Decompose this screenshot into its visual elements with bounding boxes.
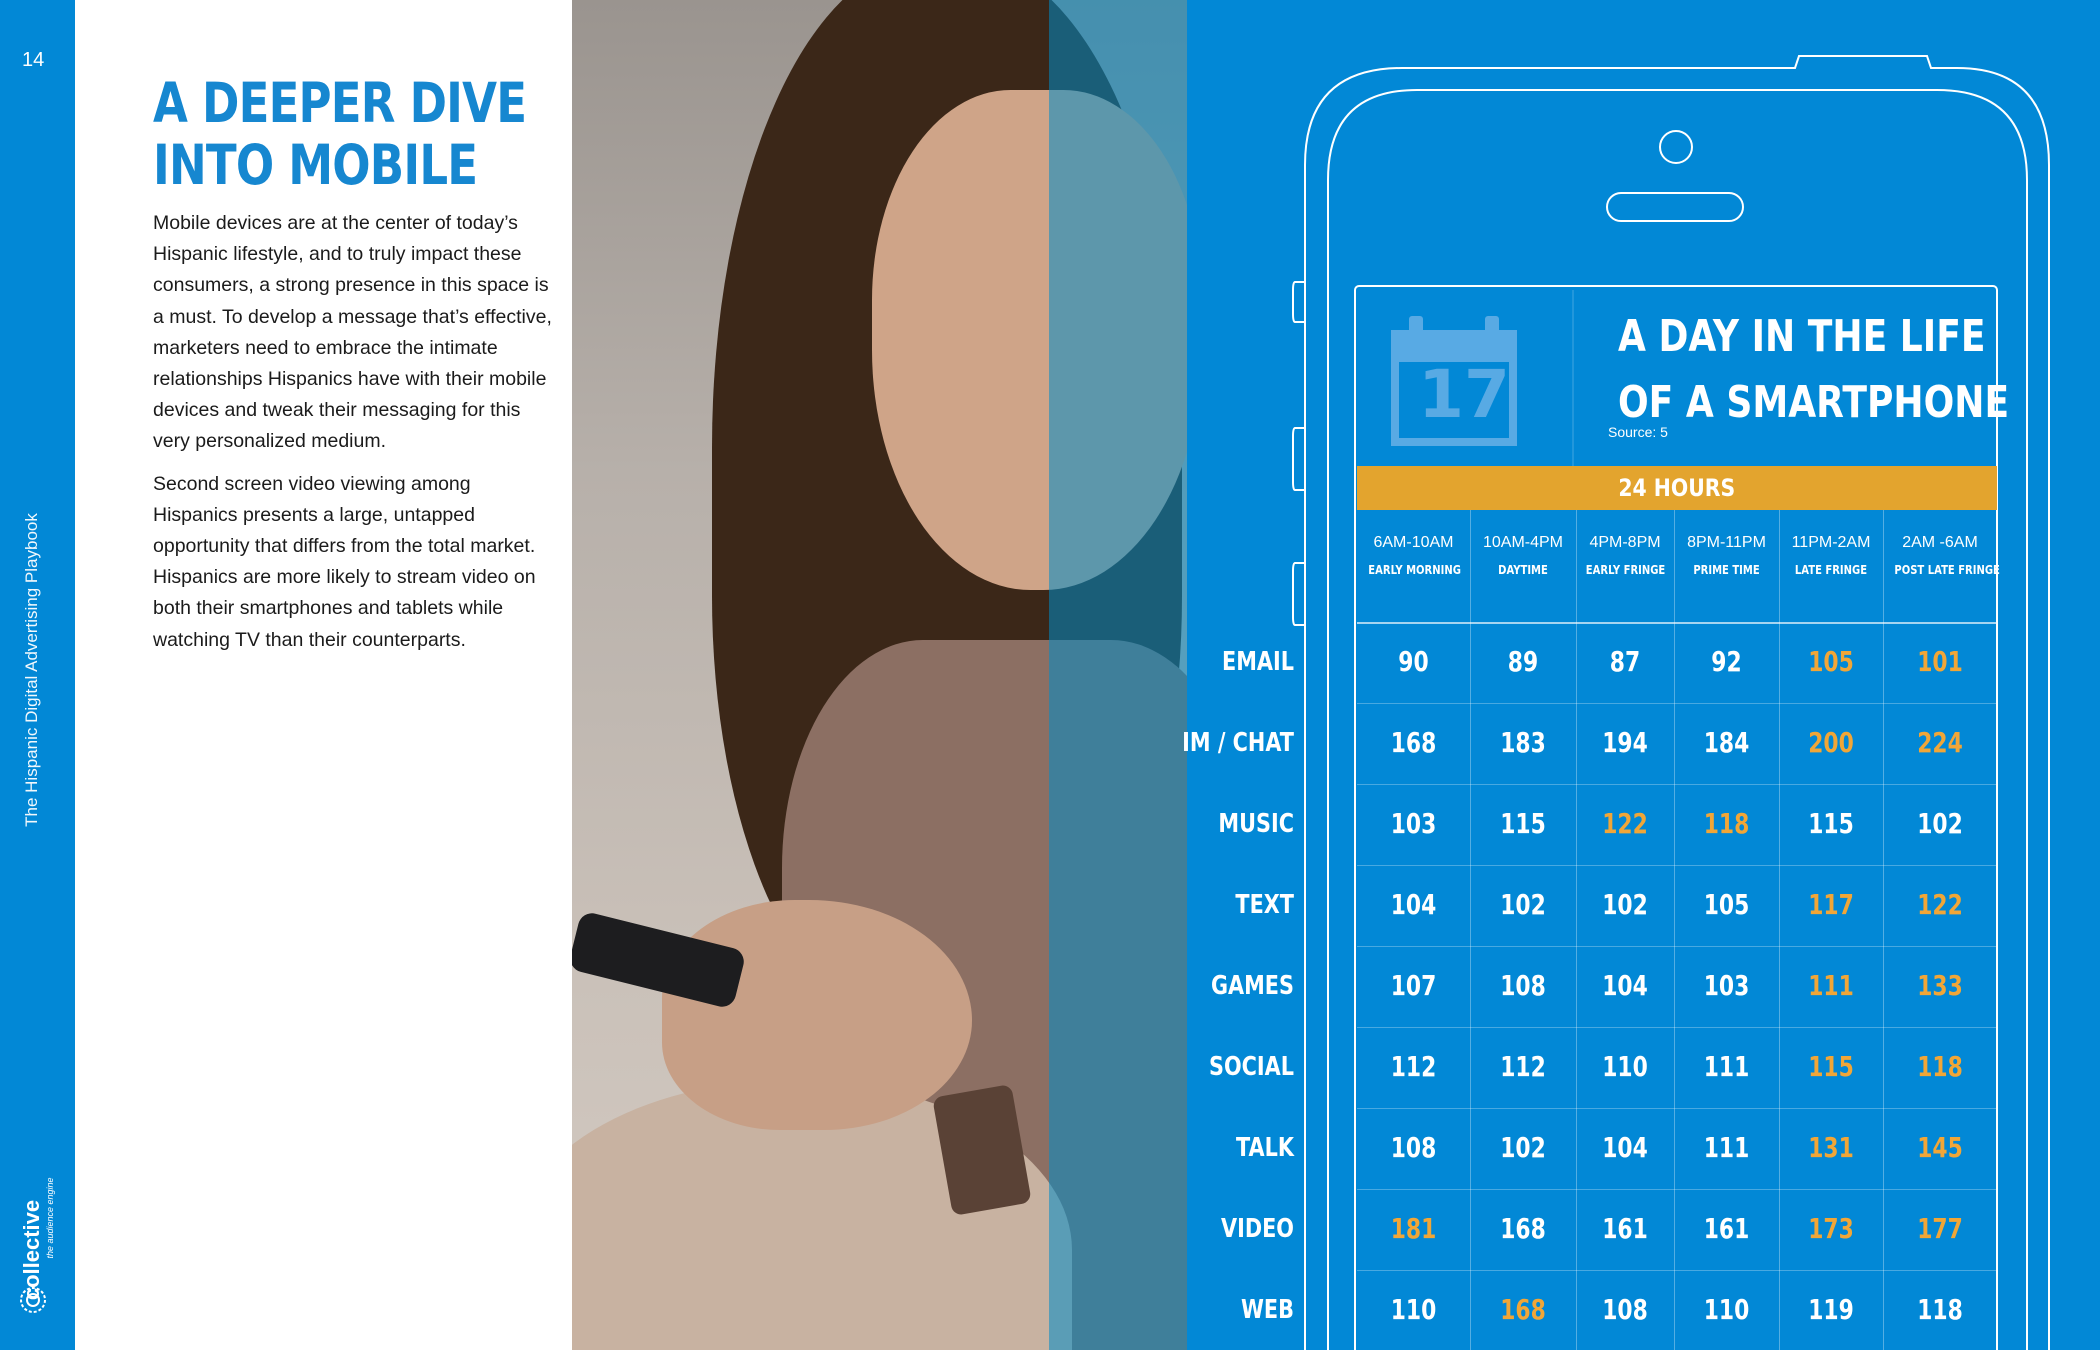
- table-row-label: TALK: [1235, 1133, 1294, 1163]
- table-cell-value: 89: [1507, 645, 1539, 678]
- table-cell-value: 194: [1602, 726, 1648, 759]
- table-cell-value: 184: [1703, 726, 1750, 759]
- table-row-divider: [1357, 865, 1997, 866]
- infographic-header: [1355, 286, 2010, 466]
- infographic-panel: [1182, 0, 2100, 1350]
- table-cell-value: 118: [1917, 1293, 1963, 1326]
- table-cell-value: 131: [1808, 1131, 1854, 1164]
- table-cell-value: 108: [1500, 969, 1546, 1002]
- table-cell-value: 161: [1602, 1212, 1648, 1245]
- table-cell-value: 107: [1390, 969, 1437, 1002]
- table-cell-value: 104: [1602, 1131, 1648, 1164]
- column-time-range: 10AM-4PM: [1482, 534, 1564, 551]
- table-cell-value: 90: [1398, 645, 1429, 678]
- hours-bar-label: 24 HOURS: [1618, 474, 1736, 502]
- table-cell-value: 105: [1808, 645, 1854, 678]
- calendar-day-number: 17: [1418, 356, 1510, 433]
- column-time-range: 11PM-2AM: [1791, 534, 1871, 551]
- column-time-range: 4PM-8PM: [1589, 534, 1661, 551]
- table-cell-value: 119: [1808, 1293, 1854, 1326]
- table-cell-value: 87: [1609, 645, 1641, 678]
- table-row-label: EMAIL: [1222, 647, 1294, 677]
- table-cell-value: 115: [1500, 807, 1546, 840]
- table-column-header: [1470, 534, 1576, 577]
- table-column-divider: [1576, 510, 1577, 1350]
- table-cell-value: 105: [1703, 888, 1750, 921]
- table-row-label: SOCIAL: [1208, 1052, 1294, 1082]
- table-cell-value: 92: [1711, 645, 1742, 678]
- infographic-source: Source: 5: [1608, 424, 1668, 440]
- infographic-title-line2: OF A SMARTPHONE: [1618, 377, 2010, 428]
- column-daypart-label: EARLY MORNING: [1368, 562, 1461, 577]
- column-daypart-label: DAYTIME: [1498, 562, 1548, 577]
- table-cell-value: 115: [1808, 807, 1854, 840]
- table-column-header: [1883, 534, 2000, 577]
- left-margin-strip: [0, 0, 75, 1350]
- table-row-label: GAMES: [1210, 971, 1294, 1001]
- table-cell-value: 104: [1602, 969, 1648, 1002]
- article-paragraph: Mobile devices are at the center of today’s Hispanic lifestyle, and to truly impact these consumers, a strong presence in this space is a must. To develop a message that’s effective, marketers need to embrace the intimate relationships Hispanics have with their mobile devices and tweak their messaging for this very personalized medium.: [153, 212, 552, 453]
- table-column-divider: [1470, 510, 1471, 1350]
- publication-caption: The Hispanic Digital Advertising Playbook: [22, 513, 41, 827]
- table-row-label: TEXT: [1235, 890, 1294, 920]
- table-cell-value: 168: [1500, 1293, 1546, 1326]
- table-cell-value: 181: [1390, 1212, 1437, 1245]
- table-cell-value: 183: [1500, 726, 1546, 759]
- table-column-header: [1674, 534, 1779, 577]
- table-cell-value: 115: [1808, 1050, 1854, 1083]
- collective-logo-icon: [18, 1285, 48, 1315]
- table-cell-value: 200: [1808, 726, 1854, 759]
- table-cell-value: 118: [1703, 807, 1750, 840]
- infographic-title: [1618, 304, 2009, 436]
- table-row-divider: [1357, 1189, 1997, 1190]
- table-row-divider: [1357, 1270, 1997, 1271]
- table-row-label: WEB: [1240, 1295, 1294, 1325]
- table-row-divider: [1357, 784, 1997, 785]
- article-paragraph: Second screen video viewing among Hispanics presents a large, untapped opportunity that differs from the total market. Hispanics are more likely to stream video on both their smartphones and tablets while watching TV than their counterparts.: [153, 472, 536, 651]
- table-cell-value: 103: [1703, 969, 1750, 1002]
- table-cell-value: 118: [1917, 1050, 1963, 1083]
- column-daypart-label: LATE FRINGE: [1794, 562, 1868, 577]
- table-cell-value: 108: [1602, 1293, 1648, 1326]
- table-column-header: [1576, 534, 1674, 577]
- table-cell-value: 168: [1390, 726, 1437, 759]
- woman-with-smartphone-photo: [572, 0, 1187, 1350]
- table-cell-value: 177: [1917, 1212, 1963, 1245]
- table-cell-value: 110: [1602, 1050, 1648, 1083]
- column-daypart-label: PRIME TIME: [1693, 562, 1760, 577]
- index-table: [1357, 510, 2000, 1350]
- table-cell-value: 102: [1602, 888, 1648, 921]
- table-column-header: [1779, 534, 1883, 577]
- table-cell-value: 104: [1390, 888, 1437, 921]
- column-daypart-label: EARLY FRINGE: [1585, 562, 1666, 577]
- table-cell-value: 111: [1703, 1131, 1750, 1164]
- table-cell-value: 110: [1390, 1293, 1437, 1326]
- table-column-divider: [1779, 510, 1780, 1350]
- table-row-divider: [1357, 1027, 1997, 1028]
- table-cell-value: 102: [1500, 1131, 1546, 1164]
- column-time-range: 6AM-10AM: [1373, 534, 1454, 551]
- column-daypart-label: POST LATE FRINGE: [1894, 562, 2000, 577]
- page-number: 14: [22, 49, 45, 71]
- article-body: [153, 208, 553, 667]
- table-cell-value: 133: [1917, 969, 1963, 1002]
- table-row-label: MUSIC: [1218, 809, 1294, 839]
- table-cell-value: 110: [1703, 1293, 1750, 1326]
- table-cell-value: 102: [1917, 807, 1963, 840]
- table-row-label: IM / CHAT: [1182, 728, 1294, 758]
- infographic-title-line1: A DAY IN THE LIFE: [1618, 311, 1986, 362]
- table-column-divider: [1883, 510, 1884, 1350]
- table-cell-value: 224: [1917, 726, 1963, 759]
- logo-wordmark: collective: [19, 1199, 44, 1301]
- table-cell-value: 112: [1390, 1050, 1437, 1083]
- table-cell-value: 108: [1390, 1131, 1437, 1164]
- table-cell-value: 122: [1602, 807, 1648, 840]
- table-cell-value: 111: [1808, 969, 1854, 1002]
- table-column-header: [1357, 534, 1470, 577]
- table-row-divider: [1357, 1108, 1997, 1109]
- table-cell-value: 145: [1917, 1131, 1963, 1164]
- table-cell-value: 173: [1808, 1212, 1854, 1245]
- article-title-line1: A DEEPER DIVE: [153, 71, 527, 135]
- table-cell-value: 101: [1917, 645, 1963, 678]
- column-time-range: 8PM-11PM: [1687, 534, 1766, 551]
- table-row-divider: [1357, 946, 1997, 947]
- table-cell-value: 102: [1500, 888, 1546, 921]
- table-cell-value: 111: [1703, 1050, 1750, 1083]
- column-time-range: 2AM -6AM: [1902, 534, 1978, 551]
- table-cell-value: 161: [1703, 1212, 1750, 1245]
- table-cell-value: 103: [1390, 807, 1437, 840]
- table-row-divider: [1357, 703, 1997, 704]
- logo-tagline: the audience engine: [45, 1177, 55, 1259]
- table-column-divider: [1674, 510, 1675, 1350]
- table-cell-value: 122: [1917, 888, 1963, 921]
- table-cell-value: 117: [1808, 888, 1854, 921]
- article-column: [75, 0, 572, 1350]
- table-cell-value: 168: [1500, 1212, 1546, 1245]
- table-row-label: VIDEO: [1221, 1214, 1294, 1244]
- hours-bar: [1357, 466, 1997, 510]
- article-title-line2: INTO MOBILE: [153, 133, 478, 197]
- article-title: [153, 72, 526, 196]
- table-header-divider: [1357, 622, 1997, 624]
- table-cell-value: 112: [1500, 1050, 1546, 1083]
